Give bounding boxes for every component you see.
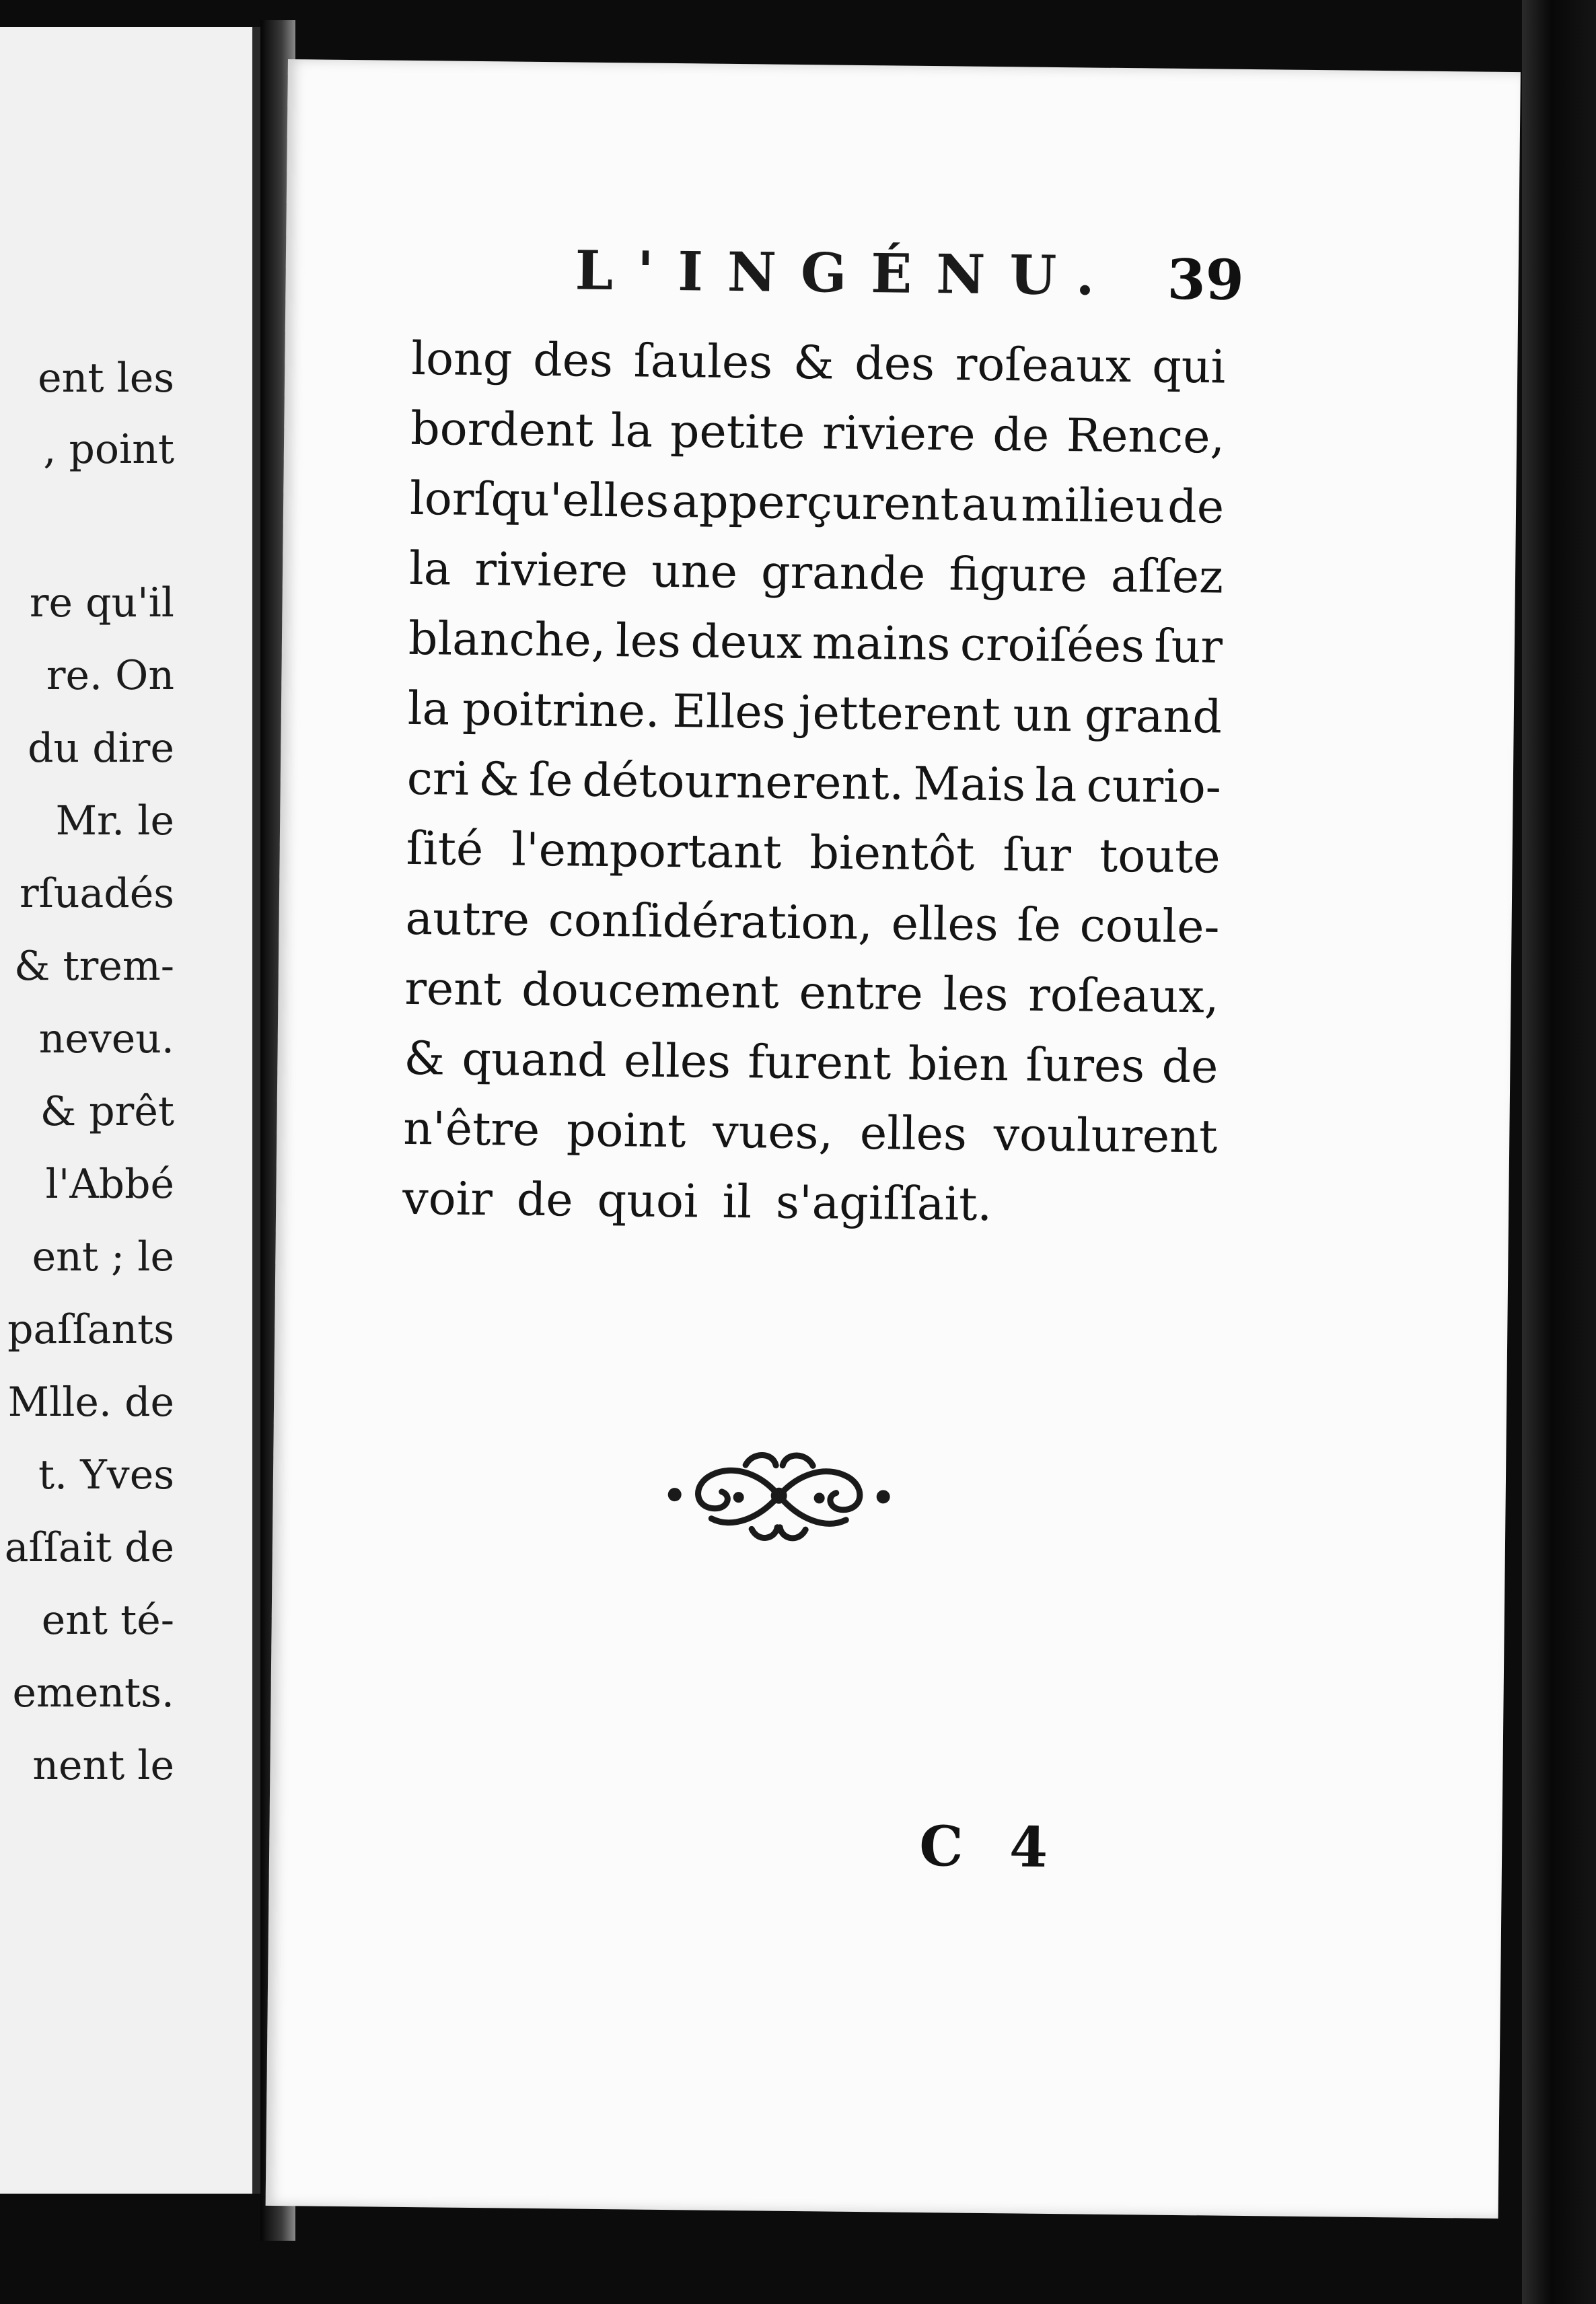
word: de	[1167, 480, 1225, 534]
word: vues,	[712, 1105, 834, 1160]
word: grand	[1084, 689, 1223, 744]
word: blanche,	[408, 612, 606, 668]
word: doucement	[521, 963, 780, 1019]
word: l'emportant	[511, 823, 782, 879]
left-page-line: & trem-	[14, 943, 174, 990]
word: coule-	[1079, 899, 1220, 954]
left-page-line: paſſants	[7, 1306, 174, 1353]
text-line	[404, 954, 1219, 1033]
word: de	[992, 408, 1050, 462]
word: ſaules	[633, 334, 773, 390]
left-page-line: & prêt	[40, 1088, 174, 1135]
left-page-line: l'Abbé	[45, 1161, 174, 1208]
word: &	[478, 753, 520, 807]
word: Mais	[912, 757, 1026, 812]
left-page-line: re. On	[46, 652, 174, 699]
word: jetterent	[798, 686, 1001, 742]
word: des	[854, 336, 935, 392]
word: elles	[891, 897, 999, 952]
word: lorſqu'elles	[409, 472, 669, 528]
left-page-line: ent ; le	[32, 1233, 174, 1281]
word: elles	[623, 1034, 731, 1089]
word: la	[407, 682, 450, 736]
word: furent	[748, 1036, 892, 1091]
scroll-ornament-icon	[664, 1444, 894, 1548]
text-line	[410, 394, 1225, 473]
left-page-line: ent té-	[41, 1597, 174, 1644]
scan-edge	[1522, 0, 1596, 2304]
word: ſur	[1154, 620, 1223, 674]
text-line	[406, 744, 1221, 823]
text-line	[411, 324, 1226, 403]
word: il	[722, 1175, 752, 1229]
word: entre	[799, 966, 924, 1021]
word: rent	[404, 962, 502, 1017]
left-page-line: ent les	[38, 355, 174, 402]
word: apperçurent	[672, 475, 959, 532]
word: mains	[811, 616, 951, 672]
word: détournerent.	[582, 754, 904, 811]
left-page-line: aſſait de	[4, 1524, 174, 1571]
word: &	[793, 336, 834, 390]
word: roſeaux	[955, 338, 1132, 394]
word: long	[410, 332, 513, 387]
word: des	[532, 333, 614, 388]
word: de	[516, 1173, 574, 1227]
word: au	[961, 478, 1019, 532]
left-page-line: , point	[43, 426, 174, 473]
word: une	[651, 544, 738, 600]
word: riviere	[822, 406, 976, 462]
word: Elles	[672, 685, 787, 740]
word: milieu	[1020, 478, 1165, 534]
body-text	[402, 324, 1226, 1243]
text-line	[410, 464, 1225, 543]
left-page-fragment	[0, 27, 260, 2194]
left-page-line: Mr. le	[55, 797, 174, 844]
word: les	[943, 968, 1009, 1022]
word: conſidération,	[548, 894, 873, 951]
running-head	[285, 236, 1519, 322]
word: s'agiſſait.	[775, 1176, 992, 1232]
word: point	[566, 1104, 686, 1159]
left-page-line: nent le	[32, 1742, 174, 1789]
left-page-line: Mlle. de	[7, 1379, 174, 1426]
text-line	[409, 534, 1224, 613]
word: croiſées	[959, 618, 1145, 674]
text-line	[408, 604, 1223, 683]
text-line	[404, 1024, 1219, 1103]
word: quoi	[597, 1174, 699, 1229]
word: elles	[859, 1106, 968, 1161]
word: figure	[949, 548, 1088, 603]
word: petite	[669, 404, 805, 460]
word: ſe	[1017, 898, 1062, 953]
word: bien	[908, 1037, 1009, 1092]
word: la	[610, 404, 653, 458]
word: grande	[760, 546, 926, 601]
word: deux	[690, 615, 803, 670]
word: voir	[402, 1172, 493, 1227]
text-line	[403, 1094, 1218, 1173]
word: la	[1034, 758, 1077, 813]
word: n'être	[402, 1102, 540, 1157]
word: ſur	[1003, 828, 1072, 883]
word: la	[408, 542, 451, 596]
word: curio-	[1086, 759, 1222, 814]
word: quand	[462, 1032, 608, 1088]
scroll-ornament-icon	[664, 1444, 894, 1548]
word: bordent	[410, 402, 594, 458]
word: poitrine.	[462, 682, 660, 738]
word: ſures	[1025, 1038, 1145, 1093]
text-line	[402, 1164, 1217, 1243]
left-page-line: re qu'il	[29, 579, 174, 626]
right-page	[266, 59, 1521, 2219]
word: riviere	[474, 542, 628, 598]
word: un	[1013, 688, 1073, 743]
word: aſſez	[1110, 549, 1224, 604]
text-line	[405, 884, 1220, 963]
left-page-line: t. Yves	[38, 1451, 174, 1499]
running-title: L'INGÉNU.	[575, 238, 1120, 308]
left-page-line: du dire	[28, 725, 174, 772]
word: qui	[1151, 340, 1226, 394]
word: &	[404, 1032, 445, 1086]
word: autre	[405, 892, 530, 947]
signature-mark: C 4	[918, 1813, 1062, 1881]
word: bientôt	[809, 826, 975, 881]
word: toute	[1099, 829, 1221, 884]
text-line	[407, 674, 1222, 753]
left-page-line: rſuadés	[19, 870, 174, 917]
text-line	[406, 814, 1221, 893]
word: cri	[406, 752, 470, 806]
word: de	[1161, 1040, 1219, 1094]
left-page-line: neveu.	[38, 1015, 174, 1063]
word: les	[615, 614, 682, 669]
page-number: 39	[1167, 247, 1245, 313]
word: roſeaux,	[1027, 968, 1219, 1024]
word: ſité	[406, 822, 484, 877]
word: ſe	[528, 753, 573, 807]
left-page-line: ements.	[12, 1669, 174, 1717]
word: voulurent	[993, 1108, 1218, 1164]
word: Rence,	[1066, 409, 1225, 464]
